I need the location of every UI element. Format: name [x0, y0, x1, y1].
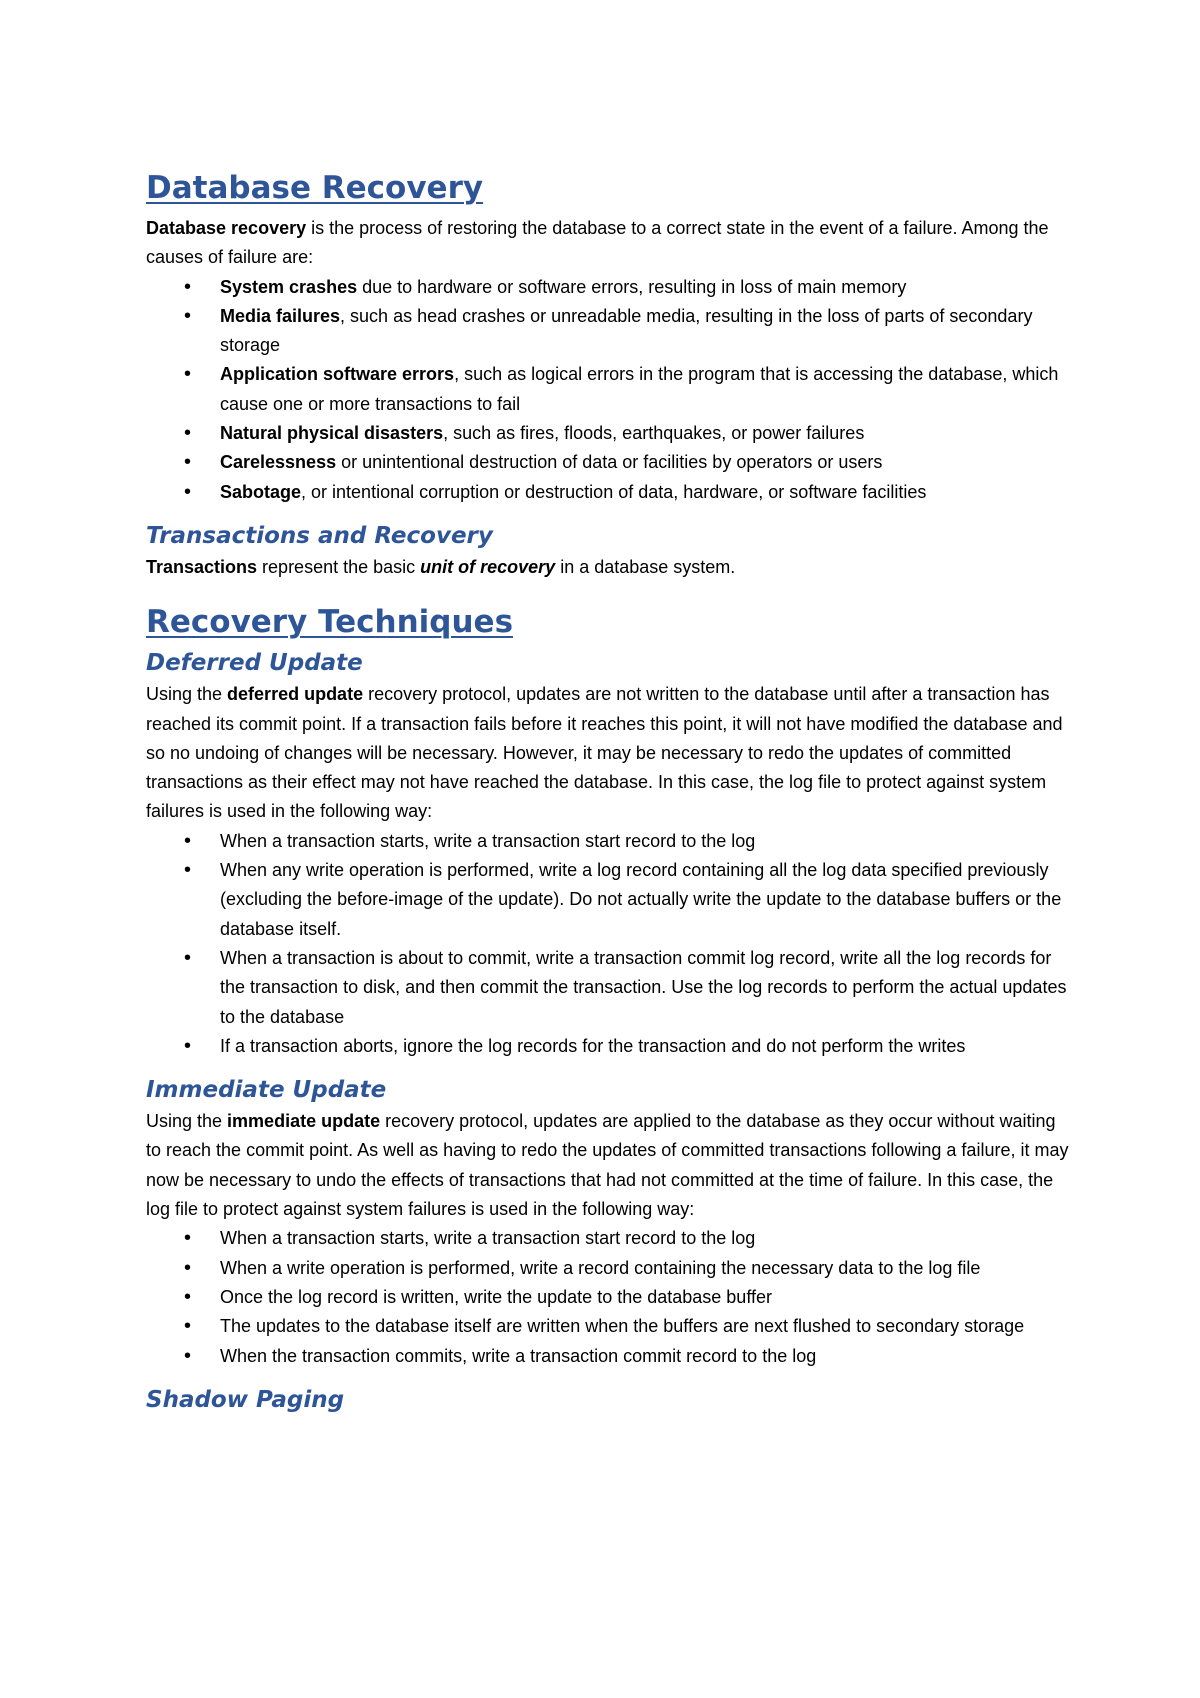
list-item	[146, 273, 1070, 302]
heading-database-recovery: Database Recovery	[146, 170, 484, 206]
list-item: • When a transaction starts, write a transaction start record to the log	[146, 1224, 1070, 1253]
heading-shadow-paging: Shadow Paging	[146, 1386, 345, 1413]
list-item-text: , such as head crashes or unreadable media, resulting in the loss of parts of secondary storage	[220, 305, 1033, 356]
deferred-text: recovery protocol, updates are not written to the database until after a transaction has reached its commit point. If a transaction fails before it reaches this point, it will not have modified the database and so no undoing of changes will be necessary. However, it may be necessary to redo the updates of committed transactions as their effect may not have reached the database. In this case, the log file to protect against system failures is used in the following way:	[146, 684, 1063, 822]
list-item: • The updates to the database itself are written when the buffers are next flushed to secondary storage	[146, 1312, 1070, 1341]
deferred-steps-list	[146, 827, 1070, 1061]
immediate-paragraph	[146, 1107, 1070, 1224]
list-item-text: , such as fires, floods, earthquakes, or power failures	[443, 423, 865, 444]
list-item	[146, 419, 1070, 448]
list-item: • Once the log record is written, write the update to the database buffer	[146, 1283, 1070, 1312]
heading-transactions-and-recovery: Transactions and Recovery	[146, 522, 493, 549]
failure-causes-list	[146, 273, 1070, 507]
list-item-text: due to hardware or software errors, resulting in loss of main memory	[357, 276, 907, 297]
heading-deferred-update: Deferred Update	[146, 650, 363, 677]
list-item-text: , such as logical errors in the program that is accessing the database, which cause one or more transactions to fail	[220, 364, 1059, 414]
list-item: • When the transaction commits, write a transaction commit record to the log	[146, 1342, 1070, 1371]
list-item: • If a transaction aborts, ignore the log records for the transaction and do not perform the writes	[146, 1032, 1070, 1061]
list-item-term: Sabotage	[220, 481, 302, 502]
transactions-end: in a database system.	[555, 556, 736, 577]
list-item: • When any write operation is performed, write a log record containing all the log data specified previously (excluding the before-image of the update). Do not actually write the update to the database buffers or the database itself.	[146, 856, 1070, 944]
list-item-text: , or intentional corruption or destruction of data, hardware, or software facilities	[301, 481, 927, 502]
list-item: • When a write operation is performed, write a record containing the necessary data to the log file	[146, 1254, 1070, 1283]
immediate-lead: Using the	[146, 1111, 228, 1132]
list-item	[146, 360, 1070, 419]
transactions-paragraph	[146, 553, 1070, 582]
list-item	[146, 478, 1070, 507]
intro-paragraph	[146, 214, 1070, 273]
list-item-term: System crashes	[220, 276, 358, 297]
deferred-paragraph	[146, 680, 1070, 826]
list-item-term: Carelessness	[220, 452, 337, 473]
immediate-steps-list	[146, 1224, 1070, 1370]
unit-of-recovery-term: unit of recovery	[420, 556, 556, 577]
immediate-bold-term: immediate update	[227, 1111, 381, 1132]
heading-recovery-techniques: Recovery Techniques	[146, 604, 514, 641]
list-item-term: Media failures	[220, 305, 341, 326]
list-item: • When a transaction starts, write a transaction start record to the log	[146, 827, 1070, 856]
list-item-text: or unintentional destruction of data or facilities by operators or users	[336, 452, 883, 473]
intro-text: is the process of restoring the database to a correct state in the event of a failure. Among the causes of failure are:	[146, 218, 1049, 268]
transactions-bold: Transactions	[146, 556, 258, 577]
list-item-term: Application software errors	[220, 364, 455, 385]
deferred-bold-term: deferred update	[227, 684, 364, 705]
list-item-term: Natural physical disasters	[220, 423, 444, 444]
heading-immediate-update: Immediate Update	[146, 1077, 387, 1104]
list-item	[146, 302, 1070, 361]
transactions-middle: represent the basic	[257, 556, 421, 577]
list-item: • When a transaction is about to commit, write a transaction commit log record, write all the log records for the transaction to disk, and then commit the transaction. Use the log records to perform the actual updates to the database	[146, 944, 1070, 1032]
immediate-text: recovery protocol, updates are applied to the database as they occur without waiting to reach the commit point. As well as having to redo the updates of committed transactions following a failure, it may now be necessary to undo the effects of transactions that had not committed at the time of failure. In this case, the log file to protect against system failures is used in the following way:	[146, 1111, 1069, 1220]
intro-bold-term: Database recovery	[146, 218, 307, 238]
list-item	[146, 448, 1070, 477]
deferred-lead: Using the	[146, 684, 228, 705]
